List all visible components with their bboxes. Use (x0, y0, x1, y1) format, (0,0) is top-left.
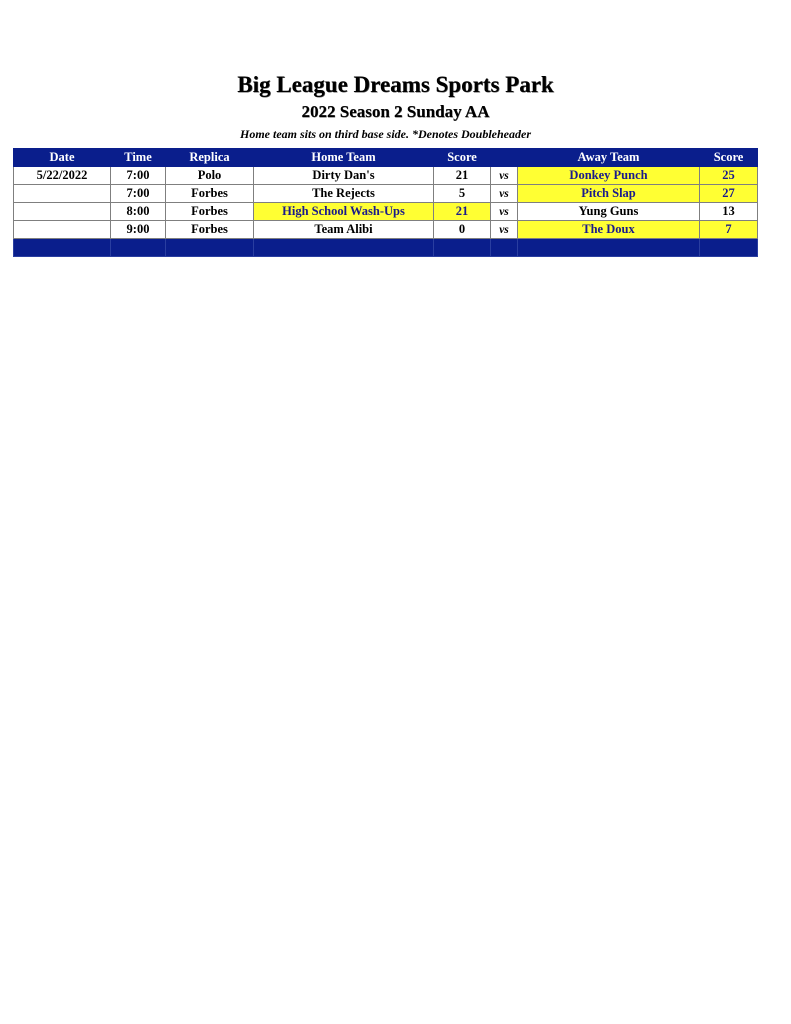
away-team-cell: Pitch Slap (518, 185, 700, 203)
column-header-time: Time (111, 149, 166, 167)
column-header-away-score: Score (700, 149, 758, 167)
home-team-cell: Team Alibi (254, 221, 434, 239)
away-score-cell: 13 (700, 203, 758, 221)
table-row (14, 167, 758, 185)
table-footer-row (14, 239, 758, 257)
schedule-table (13, 148, 758, 257)
away-team-cell: The Doux (518, 221, 700, 239)
table-row (14, 203, 758, 221)
vs-cell: vs (491, 167, 518, 185)
page-title: Big League Dreams Sports Park (237, 72, 554, 97)
date-cell: 5/22/2022 (14, 167, 111, 185)
footer-cell (254, 239, 434, 257)
away-team-cell: Donkey Punch (518, 167, 700, 185)
time-cell: 7:00 (111, 167, 166, 185)
footer-cell (14, 239, 111, 257)
table-header-row (14, 149, 758, 167)
table-row (14, 185, 758, 203)
table-row (14, 221, 758, 239)
time-cell: 8:00 (111, 203, 166, 221)
home-score-cell: 5 (434, 185, 491, 203)
home-score-cell: 21 (434, 203, 491, 221)
footer-cell (700, 239, 758, 257)
home-score-cell: 0 (434, 221, 491, 239)
home-team-cell: Dirty Dan's (254, 167, 434, 185)
footer-cell (166, 239, 254, 257)
vs-cell: vs (491, 185, 518, 203)
replica-cell: Polo (166, 167, 254, 185)
away-team-cell: Yung Guns (518, 203, 700, 221)
footer-cell (111, 239, 166, 257)
home-score-cell: 21 (434, 167, 491, 185)
replica-cell: Forbes (166, 203, 254, 221)
replica-cell: Forbes (166, 185, 254, 203)
away-score-cell: 7 (700, 221, 758, 239)
away-score-cell: 25 (700, 167, 758, 185)
date-cell (14, 185, 111, 203)
vs-cell: vs (491, 203, 518, 221)
footer-cell (434, 239, 491, 257)
time-cell: 7:00 (111, 185, 166, 203)
schedule-note: Home team sits on third base side. *Denotes Doubleheader (240, 127, 531, 141)
column-header-vs (491, 149, 518, 167)
home-team-cell: High School Wash-Ups (254, 203, 434, 221)
time-cell: 9:00 (111, 221, 166, 239)
column-header-replica: Replica (166, 149, 254, 167)
column-header-home-score: Score (434, 149, 491, 167)
date-cell (14, 221, 111, 239)
footer-cell (491, 239, 518, 257)
column-header-date: Date (14, 149, 111, 167)
footer-cell (518, 239, 700, 257)
away-score-cell: 27 (700, 185, 758, 203)
column-header-away-team: Away Team (518, 149, 700, 167)
column-header-home-team: Home Team (254, 149, 434, 167)
home-team-cell: The Rejects (254, 185, 434, 203)
date-cell (14, 203, 111, 221)
replica-cell: Forbes (166, 221, 254, 239)
vs-cell: vs (491, 221, 518, 239)
page-subtitle: 2022 Season 2 Sunday AA (301, 102, 490, 121)
